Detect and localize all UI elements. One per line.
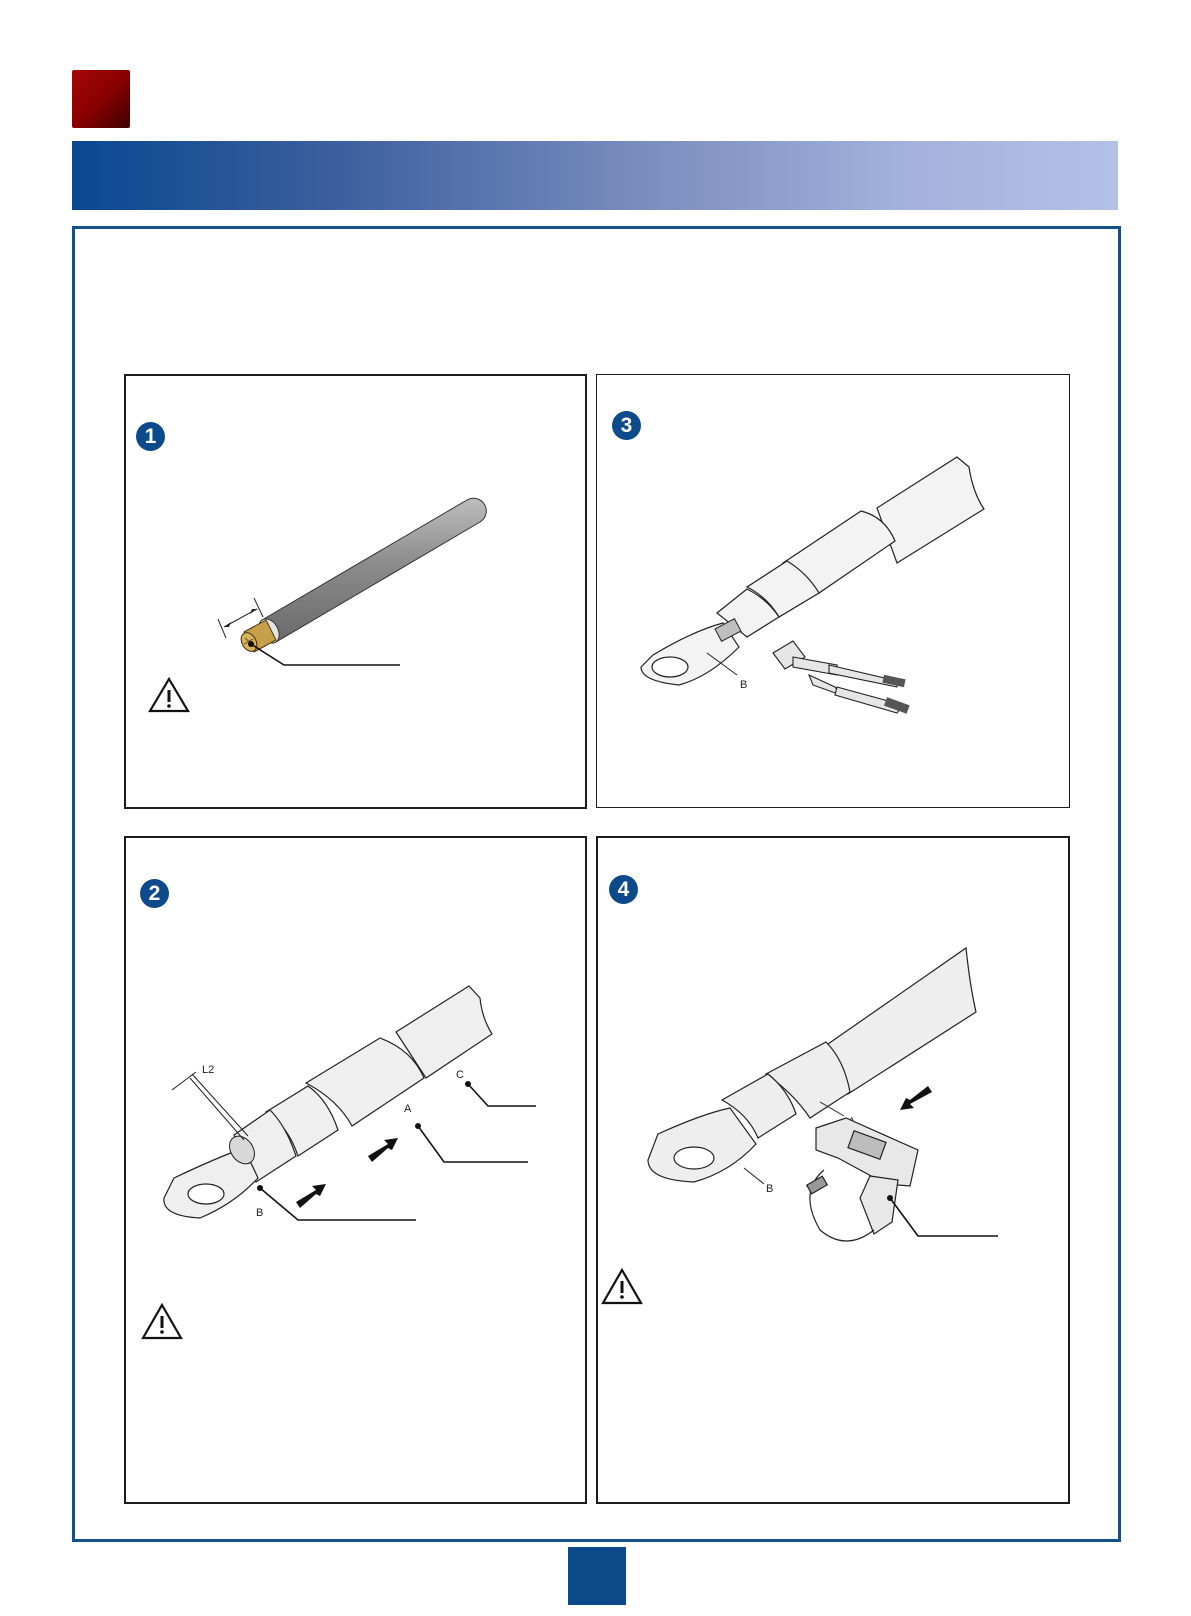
label-b: B [740, 679, 748, 691]
label-l2: L2 [202, 1064, 215, 1076]
step-badge-2: 2 [140, 879, 169, 908]
label-b: B [766, 1183, 774, 1195]
page-number-tab [568, 1547, 626, 1605]
label-a: A [404, 1103, 412, 1115]
label-b: B [256, 1207, 264, 1219]
step-panel-3 [596, 374, 1070, 808]
step-panel-1 [124, 374, 587, 809]
step-badge-4: 4 [609, 875, 638, 904]
heat-gun-illustration [598, 838, 1072, 1506]
title-bar [72, 141, 1118, 210]
stripped-cable-illustration [126, 376, 589, 811]
step-badge-3: 3 [612, 411, 641, 440]
warning-icon [143, 1305, 181, 1338]
step-panel-4 [596, 836, 1070, 1504]
warning-icon [150, 679, 188, 711]
warning-icon [603, 1270, 641, 1303]
label-c: C [456, 1069, 464, 1081]
lug-assembly-illustration [126, 838, 589, 1506]
step-panel-2 [124, 836, 587, 1504]
step-badge-1: 1 [136, 422, 165, 451]
section-marker [72, 70, 130, 128]
crimping-illustration [597, 375, 1071, 809]
